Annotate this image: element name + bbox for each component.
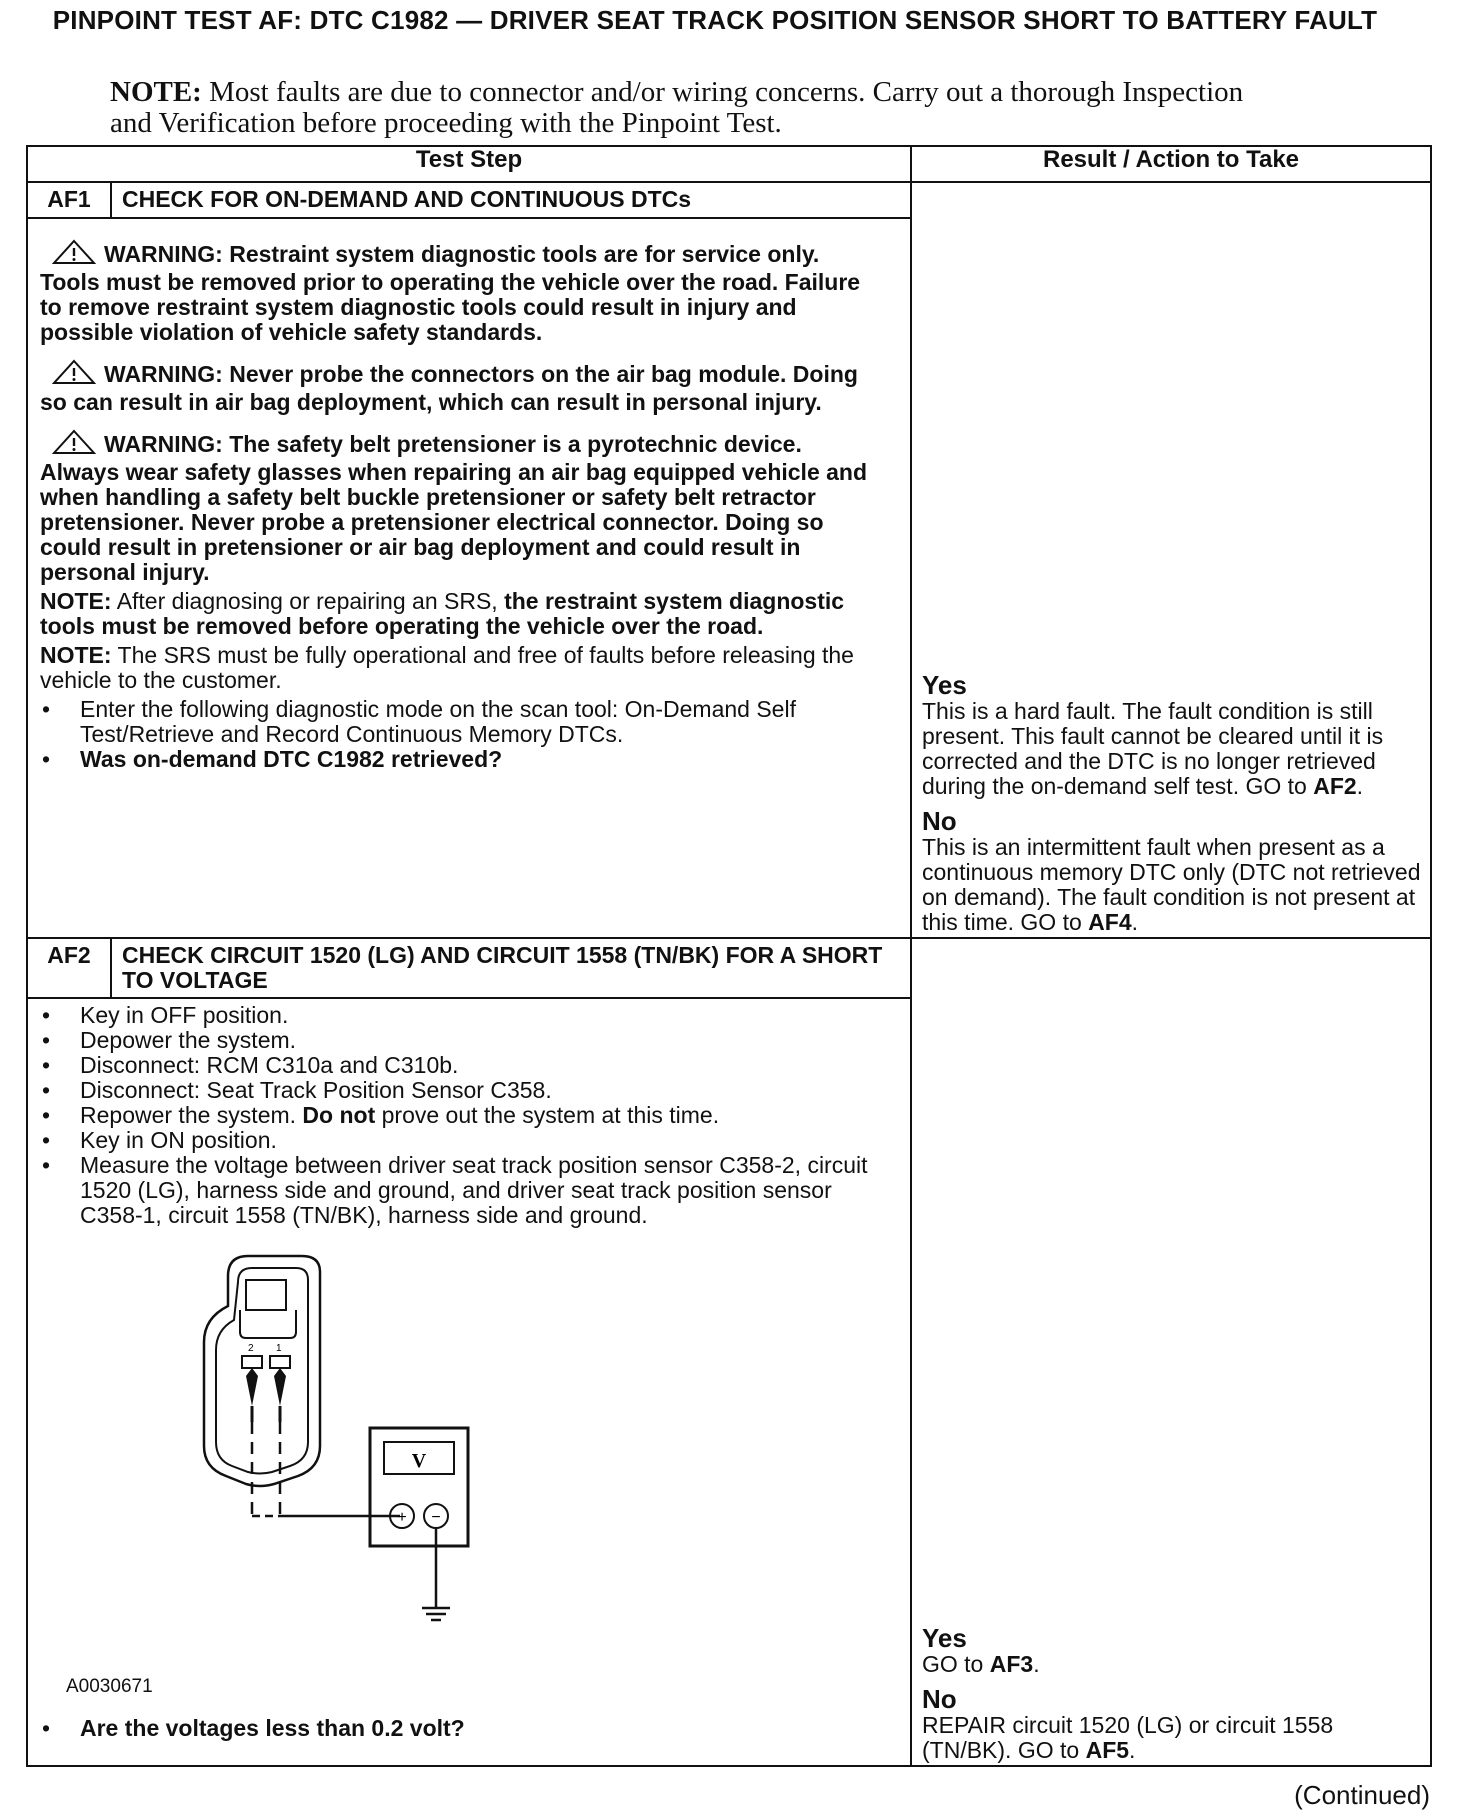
list-item [40,1716,870,1741]
af2-step-7: Measure the voltage between driver seat track position sensor C358-2, circuit 1520 (LG), harness side and ground, and driver seat track position sensor C358-1, circuit 1558 (TN/BK), harness side and ground. [80,1152,868,1228]
af2-yes-text: GO to AF3. [922,1651,1040,1677]
warning-2-text: WARNING: Never probe the connectors on the air bag module. Doing so can result in air bag deployment, which can result in personal injury. [40,361,858,415]
connector-shell-inner [216,1268,308,1474]
voltmeter-unit: V [411,1450,427,1472]
af1-note-1-label: NOTE: [40,588,112,614]
af2-step-2: Depower the system. [80,1027,297,1053]
af1-no-label: No [922,806,957,836]
af2-question: Are the voltages less than 0.2 volt? [80,1715,465,1741]
step-af1-id: AF1 [27,182,111,218]
terminal-2 [242,1356,262,1368]
bullet-icon: • [42,1102,51,1128]
step-af1-result [911,182,1431,938]
af2-yes-label: Yes [922,1623,967,1653]
step-af2-result [911,938,1431,1766]
af2-step-1: Key in OFF position. [80,1002,289,1028]
bullet-icon: • [42,1152,51,1178]
af1-no-text: This is an intermittent fault when present as a continuous memory DTC only (DTC not retrieved on demand). The fault condition is not present at this time. GO to AF4. [922,834,1421,935]
af2-no-text: REPAIR circuit 1520 (LG) or circuit 1558 (TN/BK). GO to AF5. [922,1712,1334,1763]
af2-step-5 [80,1103,870,1128]
pin-2-label: 2 [248,1343,254,1354]
probe-2 [246,1368,258,1406]
page-title: PINPOINT TEST AF: DTC C1982 — DRIVER SEAT TRACK POSITION SENSOR SHORT TO BATTERY FAULT [52,5,1378,35]
bullet-icon: • [42,1077,51,1103]
af1-note-1 [40,589,870,639]
bullet-icon: • [42,1715,51,1741]
list-item [40,1103,870,1128]
af1-yes-goto: AF2 [1313,773,1357,799]
warning-triangle-icon [52,359,96,390]
list-item [40,1128,870,1153]
table-header-row [27,146,1431,182]
bullet-icon: • [42,696,51,722]
connector-cavity [240,1310,296,1338]
meter-minus-sign: − [431,1509,441,1526]
af1-note-1-text-a: After diagnosing or repairing an SRS, [116,588,498,614]
warning-triangle-icon [52,429,96,460]
pin-1-label: 1 [276,1343,282,1354]
af1-note-2-text: The SRS must be fully operational and free of faults before releasing the vehicle to the customer. [40,642,854,693]
connector-latch [246,1280,286,1310]
intro-note-text: Most faults are due to connector and/or wiring concerns. Carry out a thorough Inspection and Verification before proceeding with the Pinpoint Test. [110,76,1244,139]
bullet-icon: • [42,1052,51,1078]
continued-label: (Continued) [1294,1780,1430,1810]
list-item [40,1028,870,1053]
warning-1-text: WARNING: Restraint system diagnostic tools are for service only. Tools must be removed prior to operating the vehicle over the road. Failure to remove restraint system diagnostic tools could result in injury and possible violation of vehicle safety standards. [40,241,861,345]
connector-voltmeter-diagram [190,1246,570,1666]
bullet-icon: • [42,746,51,772]
af2-yes-body: GO to [922,1651,984,1677]
af1-yes-text: This is a hard fault. The fault condition is still present. This fault cannot be cleared until it is corrected and the DTC is no longer retrieved during the on-demand self test. GO to AF2. [922,698,1384,799]
af2-yes-goto: AF3 [989,1651,1034,1677]
step-af2-body [27,998,911,1766]
intro-note-label: NOTE: [110,76,202,108]
af2-no-body: REPAIR circuit 1520 (LG) or circuit 1558 (TN/BK). GO to [922,1712,1334,1763]
probe-1 [274,1368,286,1406]
af2-step-4: Disconnect: Seat Track Position Sensor C358. [80,1077,552,1103]
terminal-1 [270,1356,290,1368]
af1-note-1-text-b: the restraint system diagnostic tools must be removed before operating the vehicle over the road. [40,588,845,639]
header-result: Result / Action to Take [911,146,1431,182]
af2-step-5-a: Repower the system. [80,1102,297,1128]
figure-id: A0030671 [66,1676,153,1697]
af2-step-5-b: Do not [302,1102,376,1128]
af1-step-1: Enter the following diagnostic mode on the scan tool: On-Demand Self Test/Retrieve and Record Continuous Memory DTCs. [80,696,796,747]
af1-note-2 [40,643,870,693]
af2-no-label: No [922,1684,957,1714]
af1-yes-body: This is a hard fault. The fault condition is still present. This fault cannot be cleared until it is corrected and the DTC is no longer retrieved during the on-demand self test. GO to [922,698,1384,799]
af2-step-6: Key in ON position. [80,1127,277,1153]
list-item [40,697,870,747]
af1-note-2-label: NOTE: [40,642,112,668]
pinpoint-table [26,145,1432,1767]
list-item [40,1078,870,1103]
step-af2-title-row [27,938,1431,998]
header-test-step: Test Step [27,146,911,182]
warning-triangle-icon [52,239,96,270]
af1-yes-label: Yes [922,670,967,700]
step-af2-id: AF2 [27,938,111,998]
af1-question: Was on-demand DTC C1982 retrieved? [80,746,503,772]
connector-shell-outer [204,1256,320,1486]
af2-step-3: Disconnect: RCM C310a and C310b. [80,1052,459,1078]
list-item [40,1153,870,1228]
warning-3-text: WARNING: The safety belt pretensioner is a pyrotechnic device. Always wear safety glasses when repairing an air bag equipped vehicle and when handling a safety belt buckle pretensioner or safety belt retractor pretensioner. Never probe a pretensioner electrical connector. Doing so could result in pretensioner or air bag deployment and could result in personal injury. [40,431,868,585]
af2-step-5-c: prove out the system at this time. [381,1102,720,1128]
af1-no-body: This is an intermittent fault when present as a continuous memory DTC only (DTC not retrieved on demand). The fault condition is not present at this time. GO to [922,834,1421,935]
warning-1 [40,239,870,345]
step-af1-body [27,218,911,938]
list-item [40,1053,870,1078]
bullet-icon: • [42,1027,51,1053]
voltmeter-figure [40,1236,870,1716]
bullet-icon: • [42,1127,51,1153]
step-af2-title: CHECK CIRCUIT 1520 (LG) AND CIRCUIT 1558 (TN/BK) FOR A SHORT TO VOLTAGE [111,938,911,998]
af1-no-goto: AF4 [1088,909,1132,935]
warning-2 [40,359,870,415]
meter-plus-sign: + [397,1509,407,1526]
step-af1-title: CHECK FOR ON-DEMAND AND CONTINUOUS DTCs [111,182,911,218]
intro-note [110,77,1260,139]
bullet-icon: • [42,1002,51,1028]
warning-3 [40,429,870,585]
af2-no-goto: AF5 [1085,1737,1130,1763]
step-af1-title-row [27,182,1431,218]
list-item [40,747,870,772]
list-item [40,1003,870,1028]
